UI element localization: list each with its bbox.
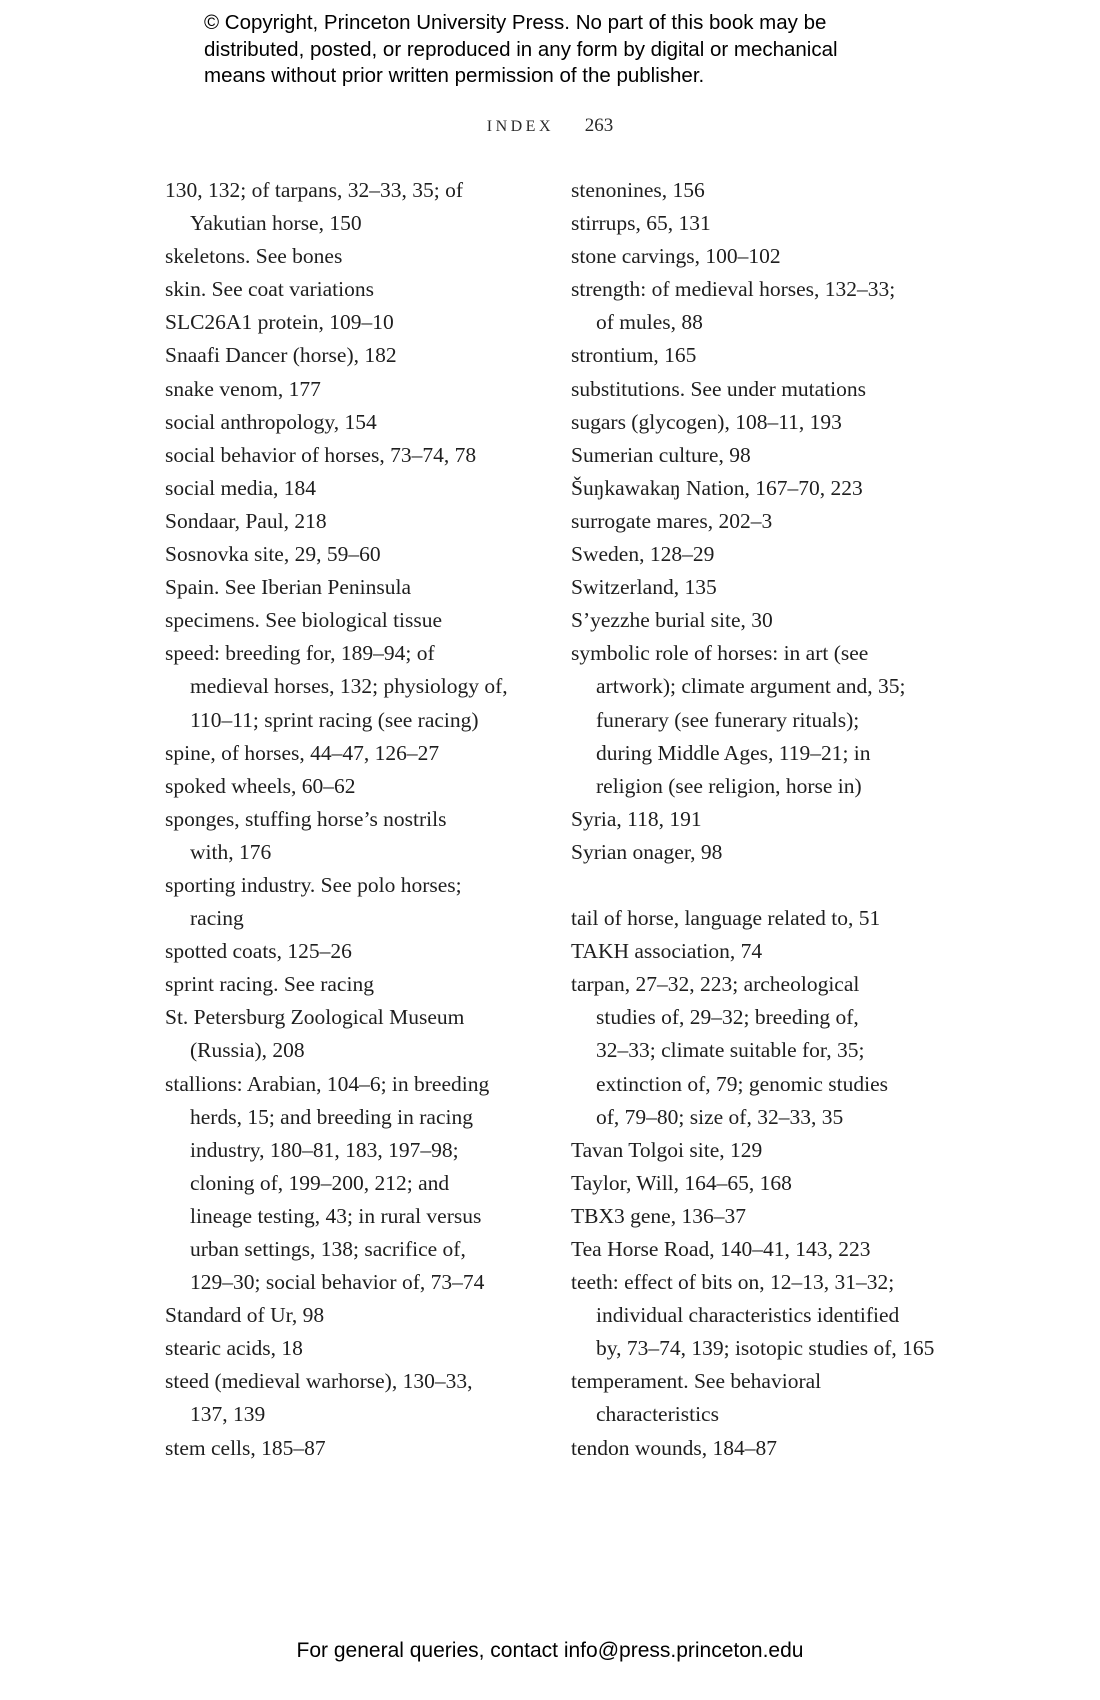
index-entry: sprint racing. See racing xyxy=(165,972,374,997)
index-entry: stallions: Arabian, 104–6; in breeding herds, 15; and breeding in racing industry, 180–81, 183, 197–98; cloning of, 199–200, 212; and lineage testing, 43; in rural versus urban settings, 138; sacrifice of, 129–30; social behavior of, 73–74 xyxy=(165,1071,490,1295)
index-entry: social behavior of horses, 73–74, 78 xyxy=(165,442,477,467)
index-entry: Snaafi Dancer (horse), 182 xyxy=(165,343,397,368)
index-entry: Tea Horse Road, 140–41, 143, 223 xyxy=(571,1237,871,1261)
index-entry: teeth: effect of bits on, 12–13, 31–32; individual characteristics identified by, 73–74, 139; isotopic studies of, 165 xyxy=(571,1270,935,1361)
index-entry: symbolic role of horses: in art (see artwork); climate argument and, 35; funerary (see funerary rituals); during Middle Ages, 119–21; in religion (see religion, horse in) xyxy=(571,641,906,798)
index-entry: Spain. See Iberian Peninsula xyxy=(165,575,412,600)
index-entry: stenonines, 156 xyxy=(571,178,705,202)
index-entry: Sumerian culture, 98 xyxy=(571,442,751,467)
index-entry: St. Petersburg Zoological Museum (Russia), 208 xyxy=(165,1005,465,1063)
index-entry: spotted coats, 125–26 xyxy=(165,939,352,964)
copyright-line: © Copyright, Princeton University Press. No part of this book may be xyxy=(204,11,827,34)
index-entry: stirrups, 65, 131 xyxy=(571,211,711,236)
index-entry: S’yezzhe burial site, 30 xyxy=(571,608,773,633)
index-entry: Sondaar, Paul, 218 xyxy=(165,508,327,533)
index-entry: substitutions. See under mutations xyxy=(571,376,867,401)
index-entry: Standard of Ur, 98 xyxy=(165,1303,325,1328)
index-entry: strength: of medieval horses, 132–33; of mules, 88 xyxy=(571,277,896,335)
page-number: 263 xyxy=(584,115,614,136)
index-entry: tarpan, 27–32, 223; archeological studies of, 29–32; breeding of, 32–33; climate suitable for, 35; extinction of, 79; genomic studies of, 79–80; size of, 32–33, 35 xyxy=(571,972,888,1129)
index-entry: TAKH association, 74 xyxy=(571,939,763,964)
index-entry: Switzerland, 135 xyxy=(571,575,717,600)
index-entry: specimens. See biological tissue xyxy=(165,608,443,633)
index-entry: TBX3 gene, 136–37 xyxy=(571,1203,746,1228)
copyright-line: distributed, posted, or reproduced in any form by digital or mechanical xyxy=(204,37,838,61)
index-entry: strontium, 165 xyxy=(571,343,697,368)
index-entry: Šuŋkawakaŋ Nation, 167–70, 223 xyxy=(571,475,863,500)
running-head-title: INDEX xyxy=(486,118,554,135)
index-entry: skin. See coat variations xyxy=(165,277,374,302)
index-entry: spoked wheels, 60–62 xyxy=(165,773,356,798)
index-entry: SLC26A1 protein, 109–10 xyxy=(165,310,394,335)
index-entry: Syria, 118, 191 xyxy=(571,806,702,831)
index-entry: Sosnovka site, 29, 59–60 xyxy=(165,542,381,567)
index-entry: sugars (glycogen), 108–11, 193 xyxy=(571,409,842,434)
index-entry: snake venom, 177 xyxy=(165,376,321,401)
index-entry: Taylor, Will, 164–65, 168 xyxy=(571,1170,792,1195)
index-entry: Syrian onager, 98 xyxy=(571,839,723,864)
index-entry: Sweden, 128–29 xyxy=(571,542,715,567)
index-entry: social anthropology, 154 xyxy=(165,409,377,434)
index-column-right xyxy=(571,174,971,1465)
index-entry: steed (medieval warhorse), 130–33, 137, 139 xyxy=(165,1369,473,1427)
index-entry: social media, 184 xyxy=(165,475,317,500)
footer-contact: For general queries, contact info@press.princeton.edu xyxy=(296,1639,804,1662)
index-entry: surrogate mares, 202–3 xyxy=(571,508,773,533)
copyright-notice xyxy=(204,10,924,90)
index-entry: spine, of horses, 44–47, 126–27 xyxy=(165,740,440,765)
index-column-left xyxy=(165,174,565,1465)
index-entry: tail of horse, language related to, 51 xyxy=(571,906,881,931)
running-head xyxy=(0,113,1100,140)
index-entry: sponges, stuffing horse’s nostrils with, 176 xyxy=(165,806,447,864)
copyright-line: means without prior written permission of the publisher. xyxy=(204,64,705,87)
index-entry: 130, 132; of tarpans, 32–33, 35; of Yakutian horse, 150 xyxy=(165,178,463,236)
index-entry: stem cells, 185–87 xyxy=(165,1435,326,1460)
index-entry: stone carvings, 100–102 xyxy=(571,244,781,269)
index-entry: speed: breeding for, 189–94; of medieval horses, 132; physiology of, 110–11; sprint racing (see racing) xyxy=(165,641,508,732)
index-entry: Tavan Tolgoi site, 129 xyxy=(571,1137,763,1162)
letter-group-gap xyxy=(571,869,971,902)
index-entry: tendon wounds, 184–87 xyxy=(571,1435,778,1460)
index-entry: sporting industry. See polo horses; racing xyxy=(165,872,462,931)
index-entry: stearic acids, 18 xyxy=(165,1336,303,1361)
index-entry: skeletons. See bones xyxy=(165,244,343,269)
index-entry: temperament. See behavioral characteristics xyxy=(571,1369,822,1427)
